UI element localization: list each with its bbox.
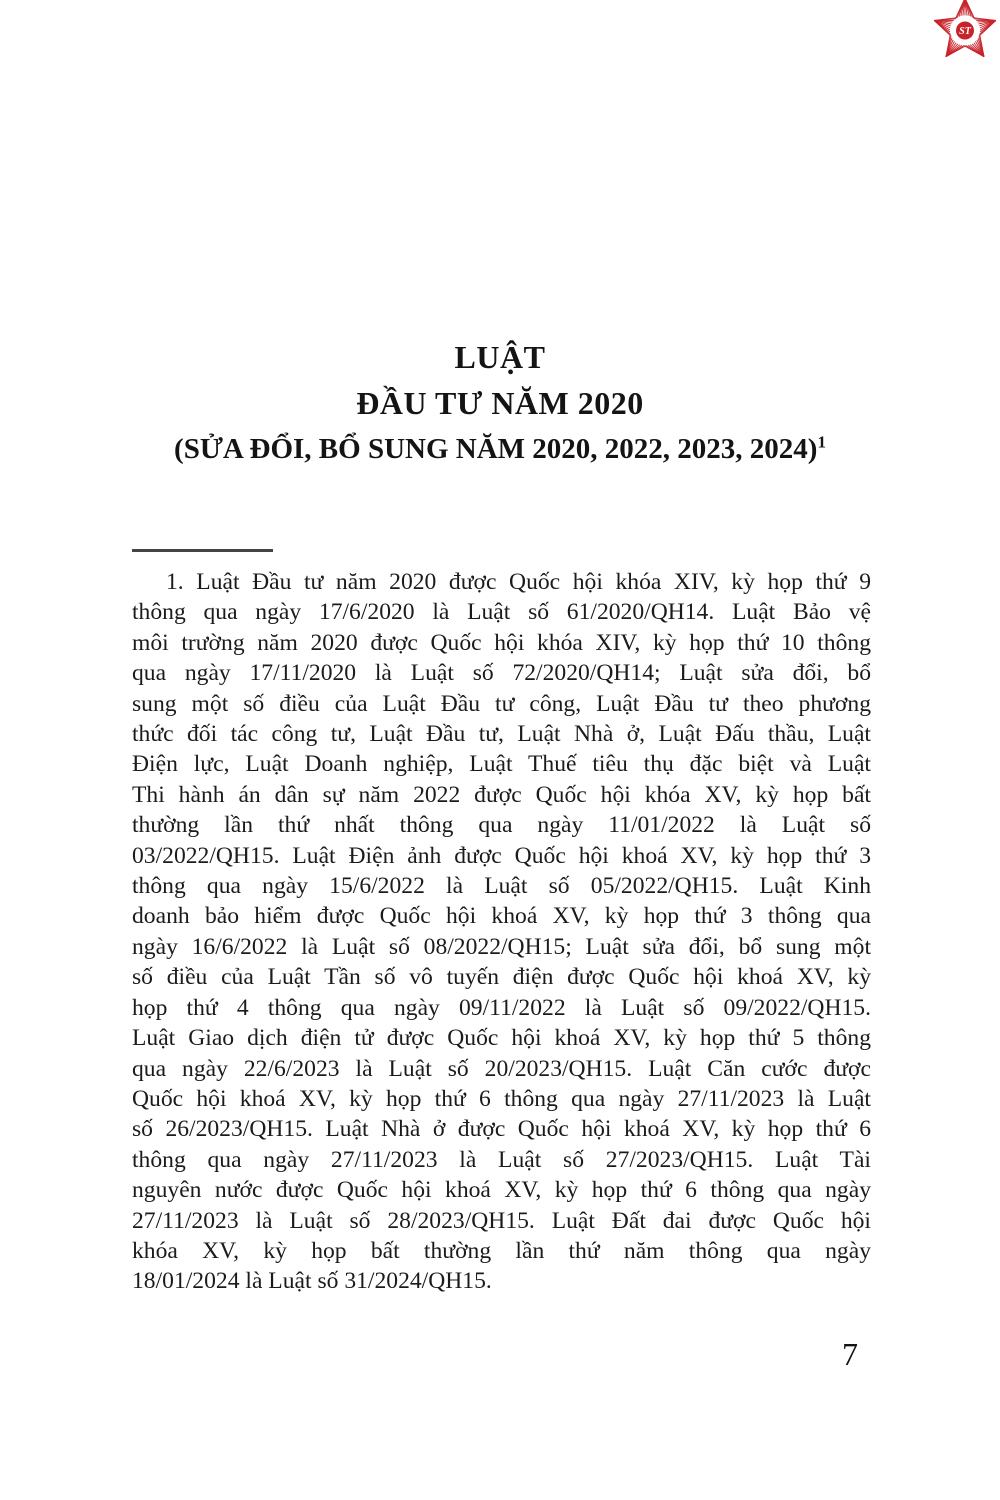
title-line-2: ĐẦU TƯ NĂM 2020 [356,385,644,421]
footnote-text-block [132,567,871,1297]
footnote-line: số 26/2023/QH15. Luật Nhà ở được Quốc hội khoá XV, kỳ họp thứ 6 [132,1116,871,1143]
footnote-line: ngày 16/6/2022 là Luật số 08/2022/QH15; Luật sửa đổi, bổ sung một [132,933,871,960]
footnote-line: sung một số điều của Luật Đầu tư công, Luật Đầu tư theo phương [132,690,871,717]
footnote-line: khóa XV, kỳ họp bất thường lần thứ năm thông qua ngày [132,1237,871,1264]
title-line-3-text: (SỬA ĐỔI, BỔ SUNG NĂM 2020, 2022, 2023, 2024) [174,433,818,465]
footnote-line: họp thứ 4 thông qua ngày 09/11/2022 là Luật số 09/2022/QH15. [132,994,871,1021]
footnote-line: 27/11/2023 là Luật số 28/2023/QH15. Luật Đất đai được Quốc hội [132,1207,871,1234]
footnote-line: Điện lực, Luật Doanh nghiệp, Luật Thuế tiêu thụ đặc biệt và Luật [132,751,871,778]
footnote-line: thông qua ngày 27/11/2023 là Luật số 27/2023/QH15. Luật Tài [132,1146,871,1173]
footnote-line: 18/01/2024 là Luật số 31/2024/QH15. [132,1268,492,1295]
footnote-line: thức đối tác công tư, Luật Đầu tư, Luật Nhà ở, Luật Đấu thầu, Luật [132,721,871,748]
footnote-line: doanh bảo hiểm được Quốc hội khoá XV, kỳ họp thứ 3 thông qua [132,903,871,930]
footnote-reference-mark: 1 [817,432,826,452]
footnote-line: số điều của Luật Tần số vô tuyến điện được Quốc hội khoá XV, kỳ [132,964,871,991]
footnote-line: Quốc hội khoá XV, kỳ họp thứ 6 thông qua ngày 27/11/2023 là Luật [132,1085,871,1112]
footnote-line: thông qua ngày 17/6/2020 là Luật số 61/2020/QH14. Luật Bảo vệ [132,599,871,626]
footnote-line: thông qua ngày 15/6/2022 là Luật số 05/2022/QH15. Luật Kinh [132,873,871,900]
publisher-star-logo [929,0,1000,69]
title-line-3 [0,430,1000,468]
footnote-line: 1. Luật Đầu tư năm 2020 được Quốc hội khóa XIV, kỳ họp thứ 9 [166,569,871,595]
footnote-line: môi trường năm 2020 được Quốc hội khóa XIV, kỳ họp thứ 10 thông [132,629,871,656]
footnote-line: qua ngày 17/11/2020 là Luật số 72/2020/QH14; Luật sửa đổi, bổ [132,660,871,687]
document-title [0,338,1000,468]
footnote-line: qua ngày 22/6/2023 là Luật số 20/2023/QH15. Luật Căn cước được [132,1055,871,1082]
footnote-line: thường lần thứ nhất thông qua ngày 11/01/2022 là Luật số [132,812,871,839]
page-number: 7 [842,1336,858,1372]
star-burst-icon [929,0,1000,68]
footnote-divider [132,549,273,552]
footnote-line: Luật Giao dịch điện tử được Quốc hội khoá XV, kỳ họp thứ 5 thông [132,1025,871,1052]
footnote-line: nguyên nước được Quốc hội khoá XV, kỳ họp thứ 6 thông qua ngày [132,1177,871,1204]
publisher-monogram: ST [959,26,971,38]
footnote-line: 03/2022/QH15. Luật Điện ảnh được Quốc hội khoá XV, kỳ họp thứ 3 [132,842,871,869]
title-line-1: LUẬT [454,339,546,375]
footnote-line: Thi hành án dân sự năm 2022 được Quốc hội khóa XV, kỳ họp bất [132,781,871,808]
